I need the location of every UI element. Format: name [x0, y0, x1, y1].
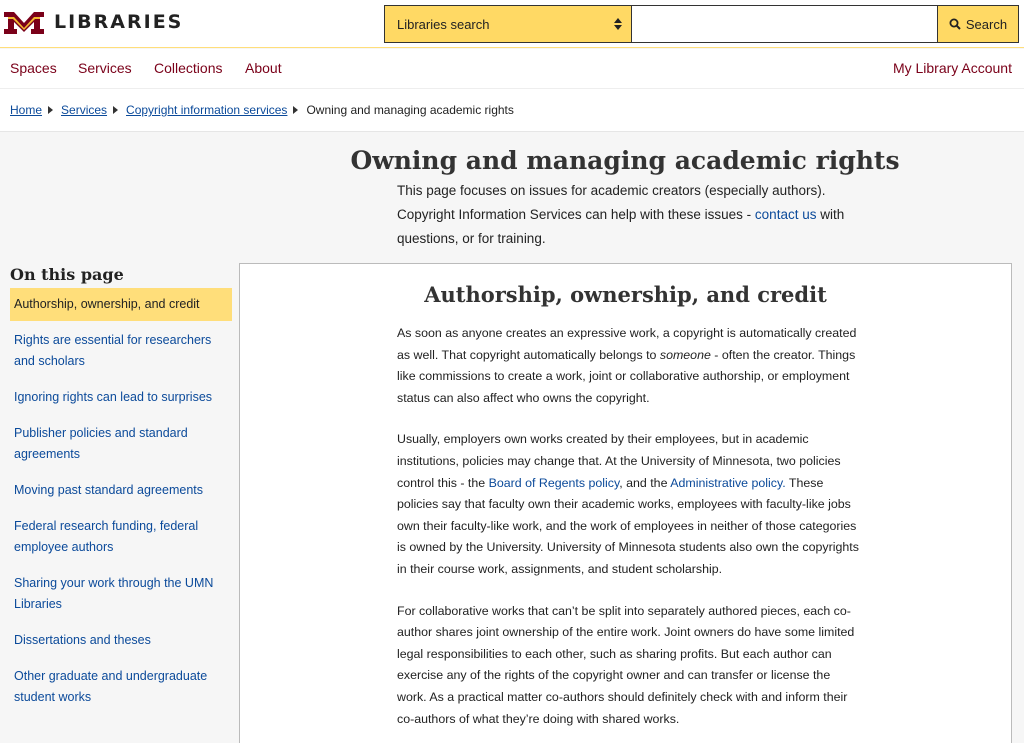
breadcrumb-separator-icon [113, 106, 118, 114]
search-scope-select[interactable] [384, 5, 631, 43]
paragraph: For collaborative works that can’t be split into separately authored pieces, each co-author shares joint ownership of the entire work. Joint owners do have some limited legal responsibilities to each other, such as sharing profits. But each author can exercise any of the rights of the copyright owner and can transfer or license the work. As a practical matter co-authors should definitely check with and inform their co-authors of what they’re doing with shared works. [397, 603, 855, 726]
nav-about[interactable]: About [245, 60, 282, 76]
sidebar-item-ignoring-rights[interactable]: Ignoring rights can lead to surprises [14, 390, 213, 404]
umn-m-logo-icon [4, 10, 44, 34]
sidebar-item-moving-past[interactable]: Moving past standard agreements [14, 483, 203, 497]
nav-services[interactable]: Services [78, 60, 132, 76]
libraries-logo[interactable] [4, 10, 183, 34]
select-arrows-icon [614, 16, 622, 32]
sidebar-item-rights-essential[interactable]: Rights are essential for researchers and scholars [14, 333, 212, 368]
nav-collections[interactable]: Collections [154, 60, 223, 76]
my-library-account-link[interactable]: My Library Account [892, 60, 1012, 76]
sidebar-item-federal-funding[interactable]: Federal research funding, federal employee authors [14, 519, 199, 554]
logo-text: LIBRARIES [54, 11, 184, 33]
breadcrumb [0, 88, 1024, 132]
paragraph-text: As soon as anyone creates an expressive work, a copyright is automatically created as well. That copyright automatically belongs to [397, 326, 857, 362]
content-panel [239, 263, 1012, 743]
paragraph-text: Usually, employers own works created by their employees, but in academic institutions, policies may change that. At the University of Minnesota, two policies control this - the [397, 432, 841, 490]
search-input[interactable] [631, 5, 938, 43]
paragraph-text: These policies say that faculty own their academic works, employees with faculty-like jobs own their faculty-like work, and the work of employees in neither of those categories is owned by the University. University of Minnesota students also own the copyrights in their course work, assignments, and student scholarship. [397, 475, 859, 576]
breadcrumb-current: Owning and managing academic rights [306, 103, 514, 117]
site-header [0, 0, 1024, 48]
search-scope-label: Libraries search [397, 16, 490, 32]
intro-text-end: with questions, or for training. [397, 207, 845, 246]
on-this-page-heading: On this page [10, 265, 124, 284]
paragraph-text: - often the creator. Things like commissions to create a work, joint or collaborative authorship, or employment status can also affect who owns the copyright. [397, 347, 856, 405]
sidebar-item-dissertations[interactable]: Dissertations and theses [14, 633, 151, 647]
search-button[interactable] [937, 5, 1019, 43]
paragraph [397, 323, 862, 409]
main-nav [0, 49, 1024, 88]
breadcrumb-home[interactable]: Home [10, 103, 43, 117]
sidebar-item-publisher-policies[interactable]: Publisher policies and standard agreements [14, 426, 188, 461]
breadcrumb-separator-icon [48, 106, 53, 114]
sidebar-item-sharing-work[interactable]: Sharing your work through the UMN Libraries [14, 576, 214, 611]
paragraph-text: , and the [619, 475, 668, 490]
nav-spaces[interactable]: Spaces [10, 60, 57, 76]
breadcrumb-separator-icon [293, 106, 298, 114]
search-button-label: Search [965, 16, 1008, 32]
page-intro [397, 179, 867, 251]
breadcrumb-services[interactable]: Services [61, 103, 108, 117]
on-this-page-nav [10, 288, 232, 717]
search-icon [949, 18, 961, 30]
page-title: Owning and managing academic rights [350, 146, 900, 175]
sidebar-item-authorship[interactable]: Authorship, ownership, and credit [10, 288, 232, 321]
section-body [397, 323, 862, 743]
breadcrumb-copyright-services[interactable]: Copyright information services [126, 103, 288, 117]
section-title: Authorship, ownership, and credit [424, 282, 827, 307]
emphasis-text: someone [659, 347, 711, 362]
administrative-policy-link[interactable]: Administrative policy. [667, 475, 786, 490]
sidebar-item-student-works[interactable]: Other graduate and undergraduate student works [14, 669, 208, 704]
board-of-regents-policy-link[interactable]: Board of Regents policy [485, 475, 620, 490]
paragraph [397, 429, 862, 580]
contact-us-link[interactable]: contact us [754, 207, 817, 222]
intro-text: This page focuses on issues for academic creators (especially authors). Copyright Information Services can help with these issues - [397, 183, 826, 222]
